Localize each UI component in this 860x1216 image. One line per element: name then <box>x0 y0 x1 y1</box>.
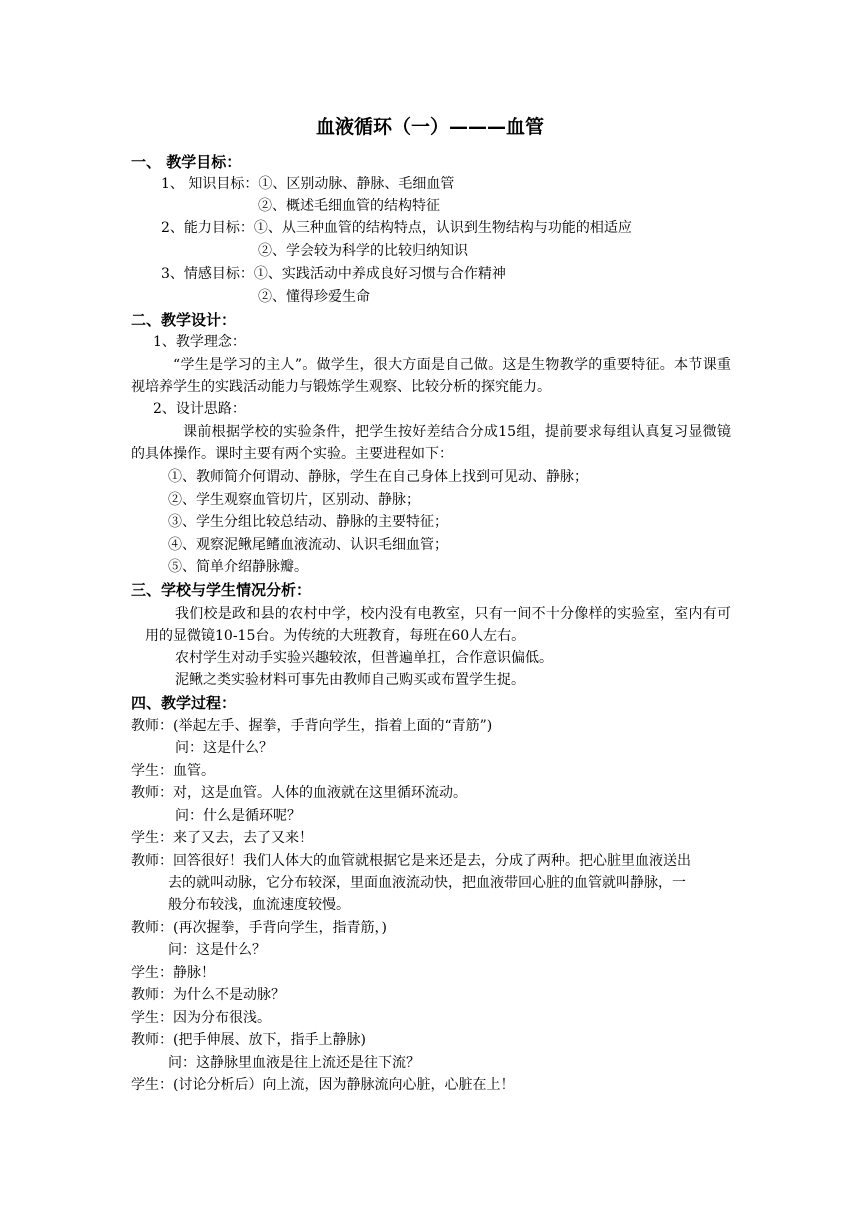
objective-line: ②、学会较为科学的比较归纳知识 <box>258 243 468 259</box>
dialogue-line: 问：这是什么？ <box>168 942 266 958</box>
dialogue-line: 教师：对，这是血管。人体的血液就在这里循环流动。 <box>131 785 467 801</box>
dialogue-line: 教师：回答很好！我们人体大的血管就根据它是来还是去，分成了两种。把心脏里血液送出 <box>131 853 691 869</box>
step-item: ③、学生分组比较总结动、静脉的主要特征； <box>168 514 448 530</box>
section-heading-objectives: 一、 教学目标： <box>131 153 242 171</box>
objective-line: 2、能力目标：①、从三种血管的结构特点，认识到生物结构与功能的相适应 <box>161 220 632 236</box>
dialogue-line: 问：什么是循环呢？ <box>175 808 301 824</box>
dialogue-line: 学生：(讨论分析后）向上流，因为静脉流向心脏，心脏在上！ <box>131 1077 515 1093</box>
dialogue-line: 去的就叫动脉，它分布较深，里面血液流动快，把血液带回心脏的血管就叫静脉，一 <box>168 875 686 891</box>
dialogue-line: 教师：为什么不是动脉？ <box>131 987 285 1003</box>
objective-line: 1、 知识目标：①、区别动脉、静脉、毛细血管 <box>161 176 455 192</box>
step-item: ④、观察泥鳅尾鳍血液流动、认识毛细血管； <box>168 537 448 553</box>
section-heading-analysis: 三、学校与学生情况分析： <box>131 581 312 599</box>
dialogue-line: 学生：静脉！ <box>131 965 215 981</box>
dialogue-line: 教师：(举起左手、握拳，手背向学生，指着上面的“青筋”) <box>131 718 493 734</box>
dialogue-line: 学生：血管。 <box>131 763 215 779</box>
document-title: 血液循环（一）———血管 <box>315 116 544 138</box>
step-item: ①、教师简介何谓动、静脉，学生在自己身体上找到可见动、静脉； <box>168 469 588 485</box>
objective-line: ②、懂得珍爱生命 <box>258 289 370 305</box>
subsection-label: 2、设计思路： <box>153 401 246 417</box>
concept-paragraph: “学生是学习的主人”。做学生，很大方面是自己做。这是生物教学的重要特征。本节课重视培养学生的实践活动能力与锻炼学生观察、比较分析的探究能力。 <box>131 357 731 395</box>
step-item: ②、学生观察血管切片，区别动、静脉； <box>168 492 420 508</box>
design-paragraph: 课前根据学校的实验条件，把学生按好差结合分成15组，提前要求每组认真复习显微镜的具体操作。课时主要有两个实验。主要进程如下： <box>131 424 731 462</box>
objective-line: 3、情感目标：①、实践活动中养成良好习惯与合作精神 <box>161 266 506 282</box>
dialogue-line: 教师：(再次握拳，手背向学生，指青筋，) <box>131 920 387 936</box>
section-heading-design: 二、教学设计： <box>131 311 237 329</box>
dialogue-line: 学生：因为分布很浅。 <box>131 1010 271 1026</box>
dialogue-line: 教师：(把手伸展、放下，指手上静脉) <box>131 1032 366 1048</box>
analysis-paragraph: 我们校是政和县的农村中学，校内没有电教室，只有一间不十分像样的实验室，室内有可用的显微镜10-15台。为传统的大班教育，每班在60人左右。 <box>145 606 731 644</box>
section-heading-process: 四、教学过程： <box>131 694 237 712</box>
dialogue-line: 问：这是什么？ <box>175 740 273 756</box>
subsection-label: 1、教学理念： <box>153 334 246 350</box>
dialogue-line: 般分布较浅，血流速度较慢。 <box>168 897 350 913</box>
analysis-paragraph: 泥鳅之类实验材料可事先由教师自己购买或布置学生捉。 <box>175 672 525 688</box>
dialogue-line: 问：这静脉里血液是往上流还是往下流？ <box>168 1055 420 1071</box>
dialogue-line: 学生：来了又去，去了又来！ <box>131 830 313 846</box>
step-item: ⑤、简单介绍静脉瓣。 <box>168 559 308 575</box>
analysis-paragraph: 农村学生对动手实验兴趣较浓，但普遍单扛，合作意识偏低。 <box>175 650 553 666</box>
objective-line: ②、概述毛细血管的结构特征 <box>258 198 440 214</box>
